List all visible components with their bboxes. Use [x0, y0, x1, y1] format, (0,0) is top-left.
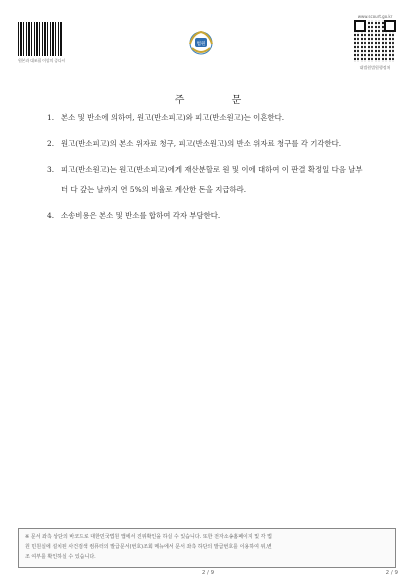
page-number: 2 / 9	[201, 570, 215, 576]
qr-url: www.scourt.go.kr	[357, 14, 393, 19]
item-number: 2.	[47, 139, 55, 148]
emblem-text: 법원	[196, 42, 206, 47]
list-item	[47, 108, 367, 128]
item-text: 본소 및 반소에 의하여, 원고(반소피고)와 피고(반소원고)는 이혼한다.	[61, 113, 285, 122]
barcode-caption: 원본과 대조필 이상의 증다시	[18, 58, 66, 63]
notice-line: 조 여부를 확인하실 수 있습니다.	[25, 554, 96, 560]
notice-line: 원 민원실에 설치된 사건검색 컴퓨터의 발급문서(번호)조회 메뉴에서 문서 좌측 하단의 발급번호를 이용하여 위,변	[25, 544, 272, 550]
court-emblem-icon	[185, 26, 217, 58]
item-text: 원고(반소피고)의 본소 위자료 청구, 피고(반소원고)의 반소 위자료 청구를 각 기각한다.	[61, 139, 342, 148]
verification-notice	[18, 528, 396, 568]
list-item	[47, 134, 367, 154]
qr-caption: 대법원법원행정처	[359, 65, 391, 70]
item-text: 피고(반소원고)는 원고(반소피고)에게 재산분할로 원 및 이에 대하여 이 판결 확정일 다음 날부터 다 갚는 날까지 연 5%의 비율로 계산한 돈을 지급하라.	[61, 165, 363, 194]
document-header	[0, 0, 416, 80]
section-heading: 주 문	[174, 95, 264, 106]
item-text: 소송비용은 본소 및 반소를 합하여 각자 부담한다.	[61, 211, 221, 220]
list-item	[47, 160, 367, 200]
barcode-icon	[18, 22, 62, 58]
page-number-right: 2 / 9	[385, 570, 398, 576]
item-number: 4.	[47, 211, 55, 220]
item-number: 1.	[47, 113, 55, 122]
item-number: 3.	[47, 165, 55, 174]
qr-code-icon	[354, 20, 396, 62]
order-list	[47, 108, 367, 232]
list-item	[47, 206, 367, 226]
notice-line: ※ 문서 좌측 상단의 바코드로 대한민국법원 앱에서 진위확인을 하실 수 있습니다. 또한 전자소송홈페이지 및 각 법	[25, 534, 272, 540]
